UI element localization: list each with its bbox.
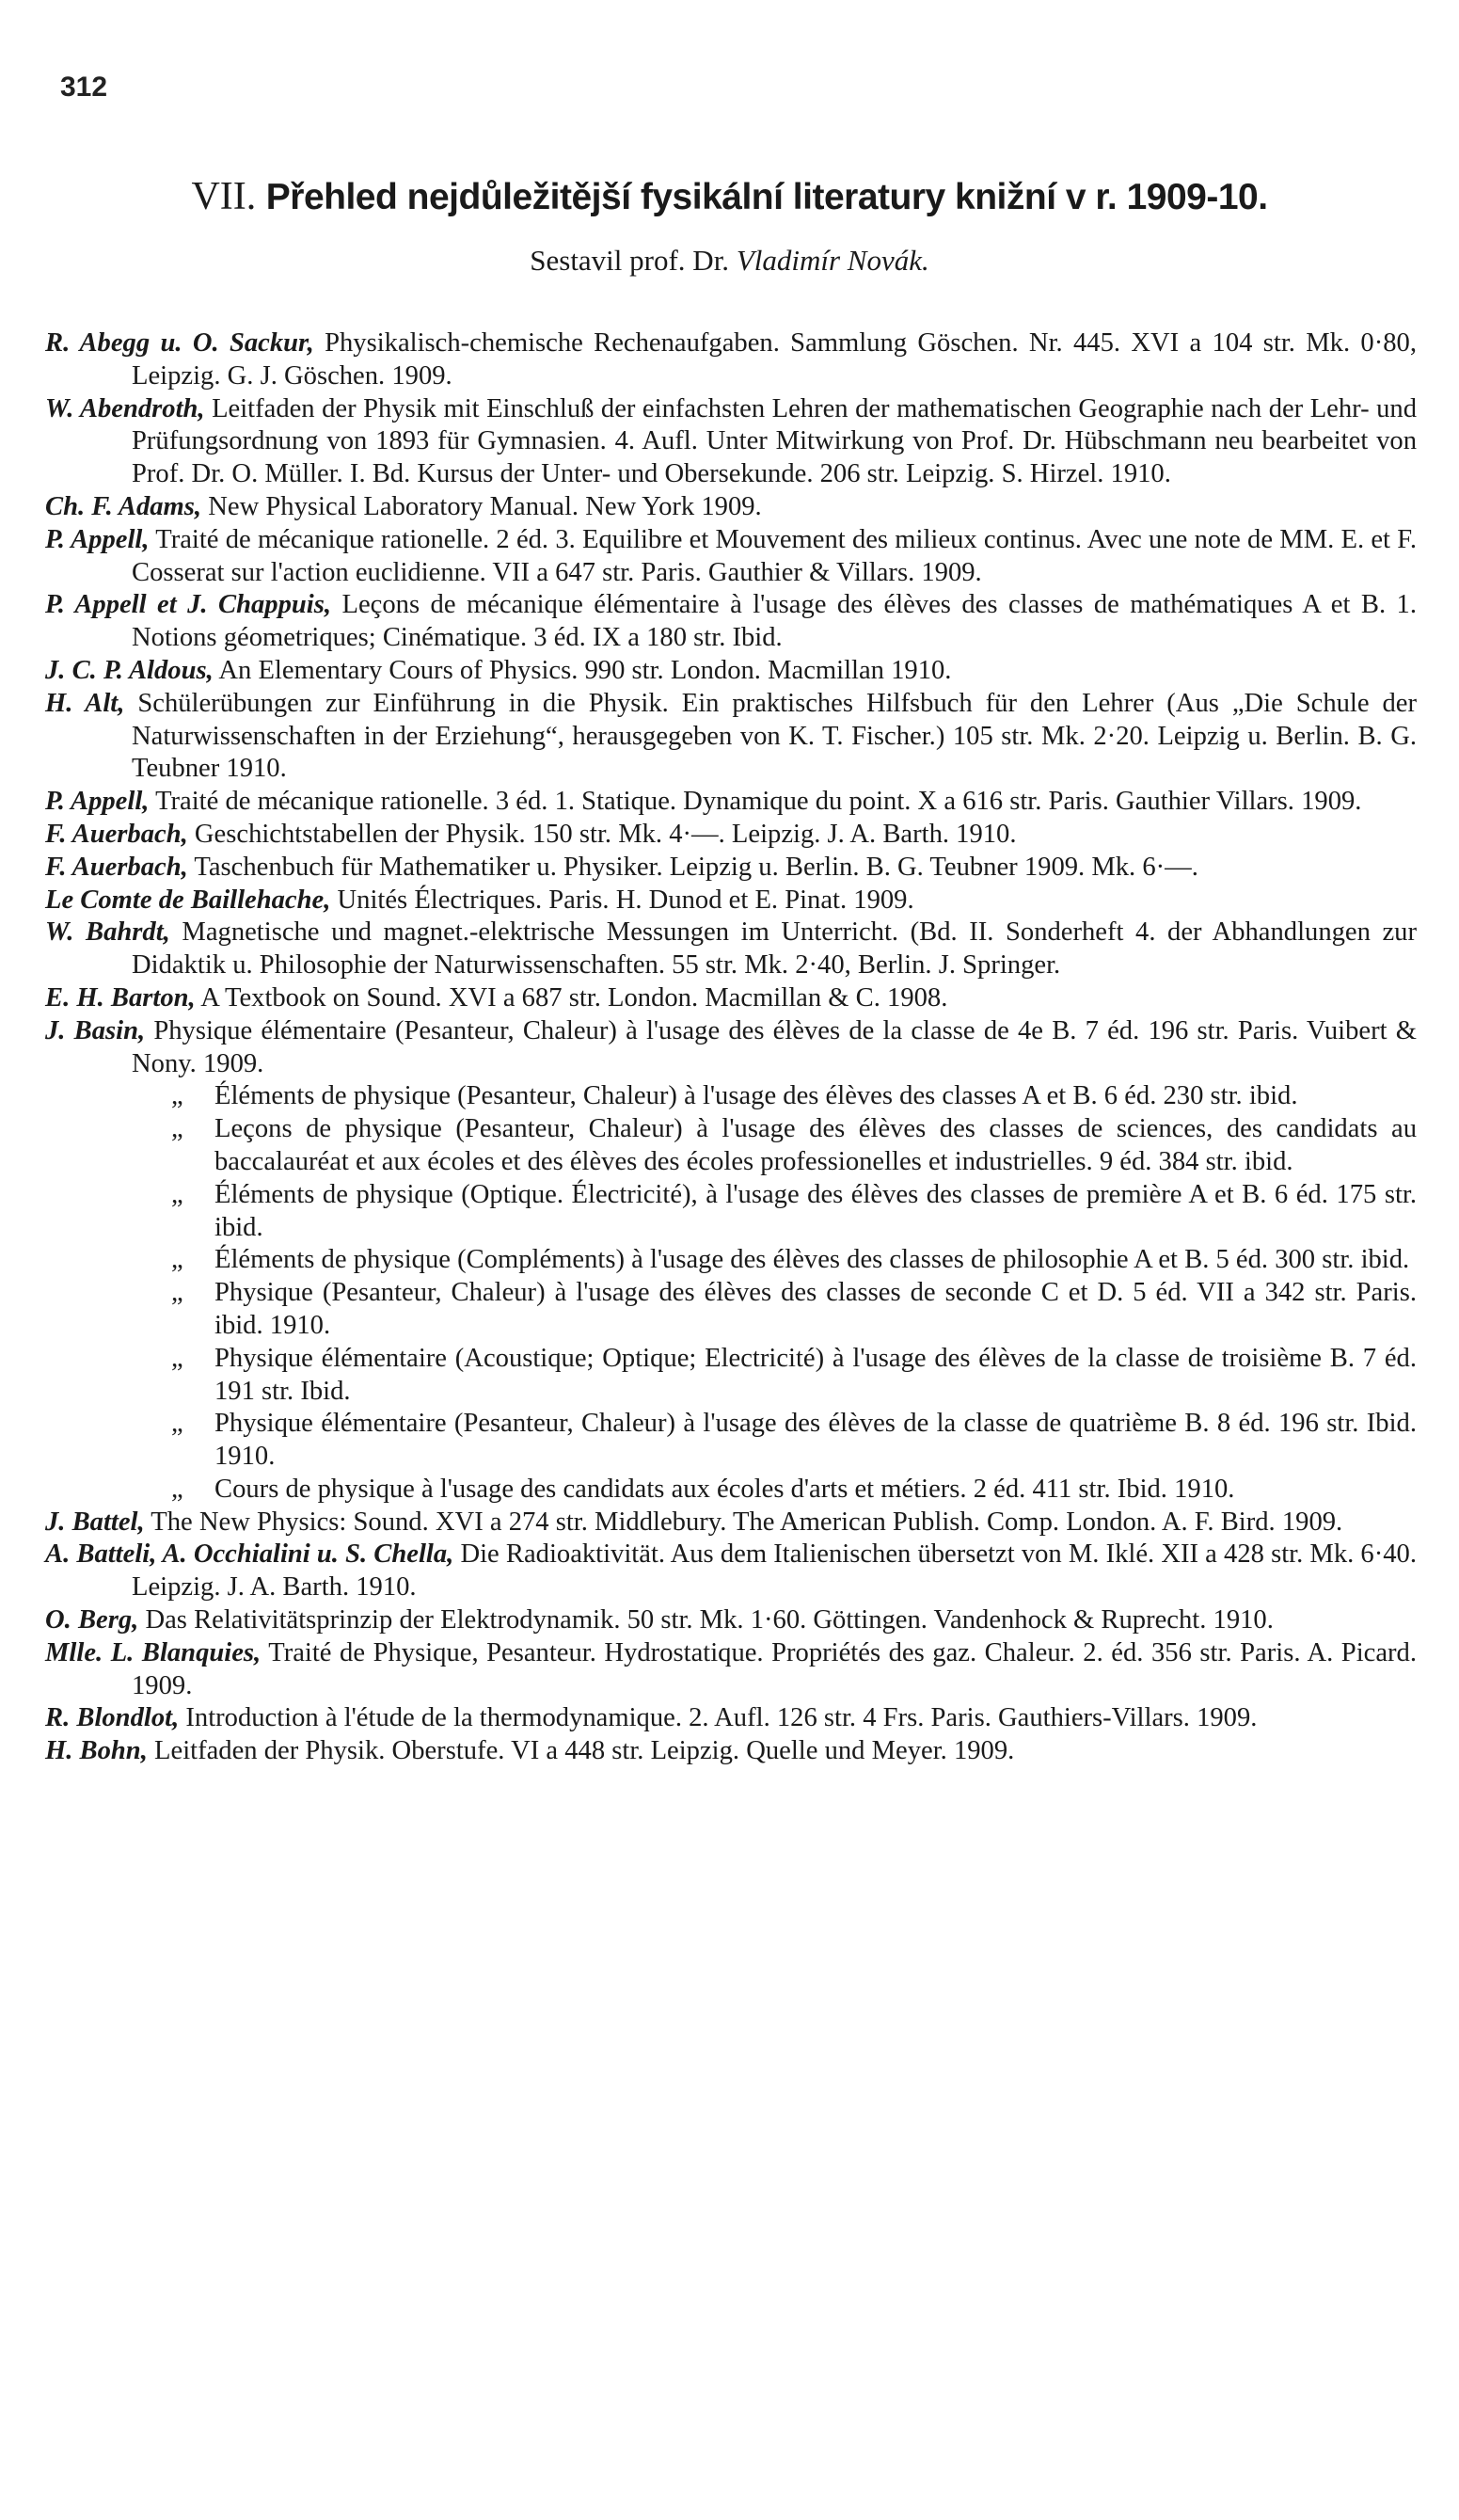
entry-text: Éléments de physique (Pesanteur, Chaleur) à l'usage des élèves des classes A et B. 6 éd. 230 str. ibid.: [214, 1081, 1298, 1111]
bibliography-entry: [45, 327, 1417, 393]
bibliography-entry: [45, 786, 1417, 819]
entry-text: New Physical Laboratory Manual. New York 1909.: [208, 491, 762, 521]
entry-author: R. Abegg u. O. Sackur,: [45, 328, 314, 358]
bibliography-entry: [45, 982, 1417, 1015]
entry-text: Leçons de mécanique élémentaire à l'usage des élèves des classes de mathématiques A et B. 1. Notions géometriques; Cinématique. 3 éd. IX a 180 str. Ibid.: [132, 590, 1417, 653]
bibliography-entry: [45, 885, 1417, 917]
entry-author: F. Auerbach,: [45, 819, 188, 849]
entry-text: Physique élémentaire (Pesanteur, Chaleur) à l'usage des élèves de la classe de 4e B. 7 éd. 196 str. Paris. Vuibert & Nony. 1909.: [132, 1015, 1417, 1078]
entry-author: H. Alt,: [45, 688, 125, 718]
entry-text: Traité de mécanique rationelle. 3 éd. 1. Statique. Dynamique du point. X a 616 str. Paris. Gauthier Villars. 1909.: [155, 787, 1362, 817]
compiler-prefix: Sestavil prof. Dr.: [530, 244, 730, 277]
entry-text: Cours de physique à l'usage des candidats aux écoles d'arts et métiers. 2 éd. 411 str. Ibid. 1910.: [214, 1474, 1235, 1504]
ditto-mark: „: [171, 1179, 183, 1209]
entry-text: Das Relativitätsprinzip der Elektrodynamik. 50 str. Mk. 1·60. Göttingen. Vandenhock & Ruprecht. 1910.: [145, 1605, 1274, 1635]
entry-author: J. Basin,: [45, 1015, 146, 1045]
bibliography-entry: [45, 1507, 1417, 1539]
entry-text: Magnetische und magnet.-elektrische Messungen im Unterricht. (Bd. II. Sonderheft 4. der Abhandlungen zur Didaktik u. Philosophie der Naturwissenschaften. 55 str. Mk. 2·40, Berlin. J. Springer.: [132, 917, 1417, 981]
bibliography-entry: [45, 491, 1417, 524]
entry-text: Leçons de physique (Pesanteur, Chaleur) à l'usage des élèves des classes de sciences, des candidats au baccalauréat et aux écoles et des élèves des écoles professionelles et industrielles. 9 éd. 384 str. ibid.: [214, 1114, 1417, 1176]
entry-author: P. Appell,: [45, 524, 150, 554]
bibliography-entry-ditto: [45, 1080, 1417, 1113]
entry-author: F. Auerbach,: [45, 852, 188, 882]
entry-author: W. Abendroth,: [45, 393, 205, 423]
entry-author: J. C. P. Aldous,: [45, 655, 214, 685]
bibliography-entry: [45, 819, 1417, 852]
entry-text: Schülerübungen zur Einführung in die Physik. Ein praktisches Hilfsbuch für den Lehrer (Aus „Die Schule der Naturwissenschaften in der Erziehung“, herausgegeben von K. T. Fischer.) 105 str. Mk. 2·20. Leipzig u. Berlin. B. G. Teubner 1910.: [132, 688, 1418, 784]
entry-author: P. Appell,: [45, 787, 150, 817]
bibliography-entry-ditto: [45, 1179, 1417, 1245]
bibliography-entry: [45, 1015, 1417, 1081]
bibliography-entry: [45, 524, 1417, 590]
entry-text: An Elementary Cours of Physics. 990 str. London. Macmillan 1910.: [218, 655, 952, 685]
entry-text: Die Radioaktivität. Aus dem Italienischen übersetzt von M. Iklé. XII a 428 str. Mk. 6·40. Leipzig. J. A. Barth. 1910.: [132, 1539, 1417, 1603]
ditto-mark: „: [171, 1278, 183, 1308]
entry-text: Taschenbuch für Mathematiker u. Physiker. Leipzig u. Berlin. B. G. Teubner 1909. Mk. 6·—.: [194, 852, 1198, 882]
bibliography-entry: [45, 852, 1417, 885]
ditto-mark: „: [171, 1409, 183, 1439]
ditto-mark: „: [171, 1245, 183, 1275]
bibliography-entry-ditto: [45, 1474, 1417, 1507]
entry-text: Physique (Pesanteur, Chaleur) à l'usage des élèves des classes de seconde C et D. 5 éd. VII a 342 str. Paris. ibid. 1910.: [214, 1278, 1417, 1340]
bibliography-entry-ditto: [45, 1408, 1417, 1474]
bibliography-entry: [45, 393, 1417, 491]
section-number: VII.: [191, 175, 257, 218]
bibliography-entry: [45, 1735, 1417, 1768]
bibliography-entry: [45, 1637, 1417, 1703]
entry-text: Leitfaden der Physik mit Einschluß der einfachsten Lehren der mathematischen Geographie nach der Lehr- und Prüfungsordnung von 1893 für Gymnasien. 4. Aufl. Unter Mitwirkung von Prof. Dr. Hübschmann neu bearbeitet von Prof. Dr. O. Müller. I. Bd. Kursus der Unter- und Obersekunde. 206 str. Leipzig. S. Hirzel. 1910.: [132, 393, 1417, 489]
entry-text: Traité de mécanique rationelle. 2 éd. 3. Equilibre et Mouvement des milieux continus. Avec une note de MM. E. et F. Cosserat sur l'action euclidienne. VII a 647 str. Paris. Gauthier & Villars. 1909.: [132, 524, 1418, 587]
ditto-mark: „: [171, 1474, 183, 1504]
entry-text: Physikalisch-chemische Rechenaufgaben. Sammlung Göschen. Nr. 445. XVI a 104 str. Mk. 0·80, Leipzig. G. J. Göschen. 1909.: [132, 328, 1417, 391]
section-heading: [0, 173, 1459, 221]
bibliography-entry-ditto: [45, 1113, 1417, 1179]
ditto-mark: „: [171, 1081, 183, 1111]
bibliography-entry: [45, 1539, 1417, 1604]
bibliography-list: [45, 327, 1417, 1768]
bibliography-entry: [45, 1702, 1417, 1735]
entry-author: P. Appell et J. Chappuis,: [45, 590, 332, 620]
bibliography-entry: [45, 589, 1417, 655]
entry-text: Unités Électriques. Paris. H. Dunod et E. Pinat. 1909.: [337, 885, 914, 915]
entry-author: O. Berg,: [45, 1605, 139, 1635]
entry-text: Éléments de physique (Optique. Électricité), à l'usage des élèves des classes de première A et B. 6 éd. 175 str. ibid.: [214, 1179, 1417, 1242]
entry-text: The New Physics: Sound. XVI a 274 str. Middlebury. The American Publish. Comp. London. A. F. Bird. 1909.: [151, 1507, 1343, 1537]
ditto-mark: „: [171, 1343, 183, 1373]
bibliography-entry-ditto: [45, 1343, 1417, 1409]
entry-text: Geschichtstabellen der Physik. 150 str. Mk. 4·—. Leipzig. J. A. Barth. 1910.: [194, 819, 1017, 849]
entry-author: Ch. F. Adams,: [45, 491, 202, 521]
bibliography-entry: [45, 655, 1417, 688]
compiler-name: Vladimír Novák.: [736, 244, 929, 277]
entry-text: Introduction à l'étude de la thermodynamique. 2. Aufl. 126 str. 4 Frs. Paris. Gauthiers-Villars. 1909.: [185, 1703, 1258, 1733]
entry-text: Traité de Physique, Pesanteur. Hydrostatique. Propriétés des gaz. Chaleur. 2. éd. 356 str. Paris. A. Picard. 1909.: [132, 1637, 1417, 1700]
entry-author: R. Blondlot,: [45, 1703, 180, 1733]
bibliography-entry: [45, 917, 1417, 982]
bibliography-entry: [45, 688, 1417, 786]
bibliography-entry: [45, 1604, 1417, 1637]
entry-author: A. Batteli, A. Occhialini u. S. Chella,: [45, 1539, 454, 1570]
entry-text: Physique élémentaire (Pesanteur, Chaleur) à l'usage des élèves de la classe de quatrième B. 8 éd. 196 str. Ibid. 1910.: [214, 1409, 1417, 1472]
bibliography-entry-ditto: [45, 1244, 1417, 1277]
entry-author: J. Battel,: [45, 1507, 145, 1537]
entry-author: Mlle. L. Blanquies,: [45, 1637, 262, 1667]
entry-text: Leitfaden der Physik. Oberstufe. VI a 448 str. Leipzig. Quelle und Meyer. 1909.: [154, 1736, 1015, 1766]
bibliography-entry-ditto: [45, 1277, 1417, 1343]
entry-author: H. Bohn,: [45, 1736, 148, 1766]
section-title: Přehled nejdůležitější fysikální literatury knižní v r. 1909-10.: [265, 177, 1268, 217]
entry-author: Le Comte de Baillehache,: [45, 885, 331, 915]
entry-text: Éléments de physique (Compléments) à l'usage des élèves des classes de philosophie A et B. 5 éd. 300 str. ibid.: [214, 1245, 1410, 1275]
entry-author: W. Bahrdt,: [45, 917, 170, 948]
entry-text: Physique élémentaire (Acoustique; Optique; Electricité) à l'usage des élèves de la classe de troisième B. 7 éd. 191 str. Ibid.: [214, 1343, 1417, 1406]
ditto-mark: „: [171, 1114, 183, 1144]
entry-text: A Textbook on Sound. XVI a 687 str. London. Macmillan & C. 1908.: [200, 982, 948, 1013]
entry-author: E. H. Barton,: [45, 982, 196, 1013]
compiler-line: [0, 243, 1459, 279]
page-number: 312: [60, 72, 108, 103]
